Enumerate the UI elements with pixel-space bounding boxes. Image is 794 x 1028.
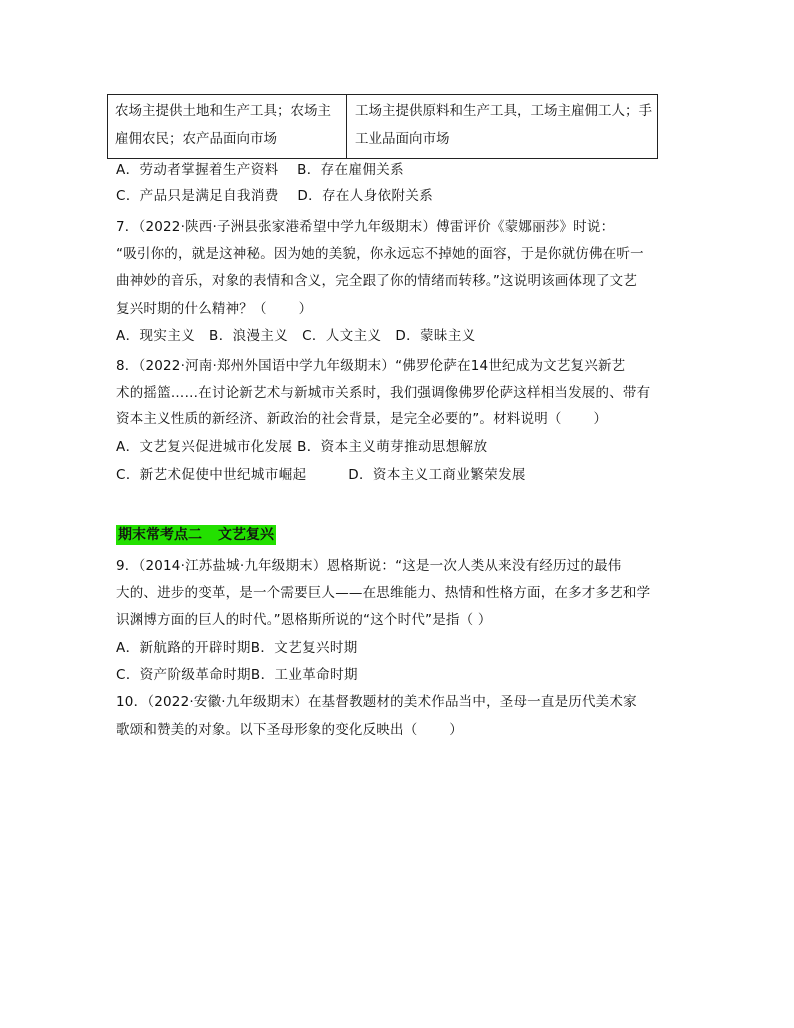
q8-line-1: 8．（2022·河南·郑州外国语中学九年级期末）“佛罗伦萨在14世纪成为文艺复兴新艺 — [116, 358, 626, 374]
comparison-table — [107, 94, 658, 159]
q6-options-cd: C．产品只是满足自我消费 D．存在人身依附关系 — [116, 188, 434, 204]
q7-options: A．现实主义 B．浪漫主义 C．人文主义 D．蒙昧主义 — [116, 328, 476, 344]
q9-options-cd: C．资产阶级革命时期B．工业革命时期 — [116, 667, 358, 683]
q8-options-cd: C．新艺术促使中世纪城市崛起 D．资本主义工商业繁荣发展 — [116, 467, 526, 483]
q7-line-4: 复兴时期的什么精神？（ ） — [116, 301, 313, 317]
q8-line-3: 资本主义性质的新经济、新政治的社会背景，是完全必要的”。材料说明（ ） — [116, 411, 608, 427]
section-label: 期末常考点二 — [118, 527, 202, 543]
q6-options-ab: A．劳动者掌握着生产资料 B．存在雇佣关系 — [116, 162, 405, 178]
q7-line-3: 曲神妙的音乐，对象的表情和含义，完全跟了你的情绪而转移。”这说明该画体现了文艺 — [116, 273, 638, 289]
q7-line-1: 7．（2022·陕西·子洲县张家港希望中学九年级期末）傅雷评价《蒙娜丽莎》时说： — [116, 219, 615, 235]
q8-line-2: 术的摇篮……在讨论新艺术与新城市关系时，我们强调像佛罗伦萨这样相当发展的、带有 — [116, 385, 651, 401]
q10-line-1: 10．（2022·安徽·九年级期末）在基督教题材的美术作品当中，圣母一直是历代美术家 — [116, 694, 637, 710]
q9-options-ab: A．新航路的开辟时期B．文艺复兴时期 — [116, 640, 358, 656]
q10-line-2: 歌颂和赞美的对象。以下圣母形象的变化反映出（ ） — [116, 722, 463, 738]
q7-line-2: “吸引你的，就是这神秘。因为她的美貌，你永远忘不掉她的面容，于是你就仿佛在听一 — [116, 246, 644, 262]
section-topic: 文艺复兴 — [218, 527, 274, 543]
q9-line-2: 大的、进步的变革，是一个需要巨人——在思维能力、热情和性格方面，在多才多艺和学 — [116, 585, 651, 601]
q9-line-1: 9．（2014·江苏盐城·九年级期末）恩格斯说：“这是一次人类从来没有经历过的最伟 — [116, 558, 622, 574]
table-cell-agriculture: 农场主提供土地和生产工具；农场主雇佣农民；农产品面向市场 — [108, 95, 347, 158]
q9-line-3: 识渊博方面的巨人的时代。”恩格斯所说的“这个时代”是指（ ） — [116, 612, 492, 628]
table-cell-handicraft: 工场主提供原料和生产工具，工场主雇佣工人；手工业品面向市场 — [355, 103, 652, 147]
section-heading — [116, 525, 276, 545]
q8-options-ab: A．文艺复兴促进城市化发展 B．资本主义萌芽推动思想解放 — [116, 439, 488, 455]
